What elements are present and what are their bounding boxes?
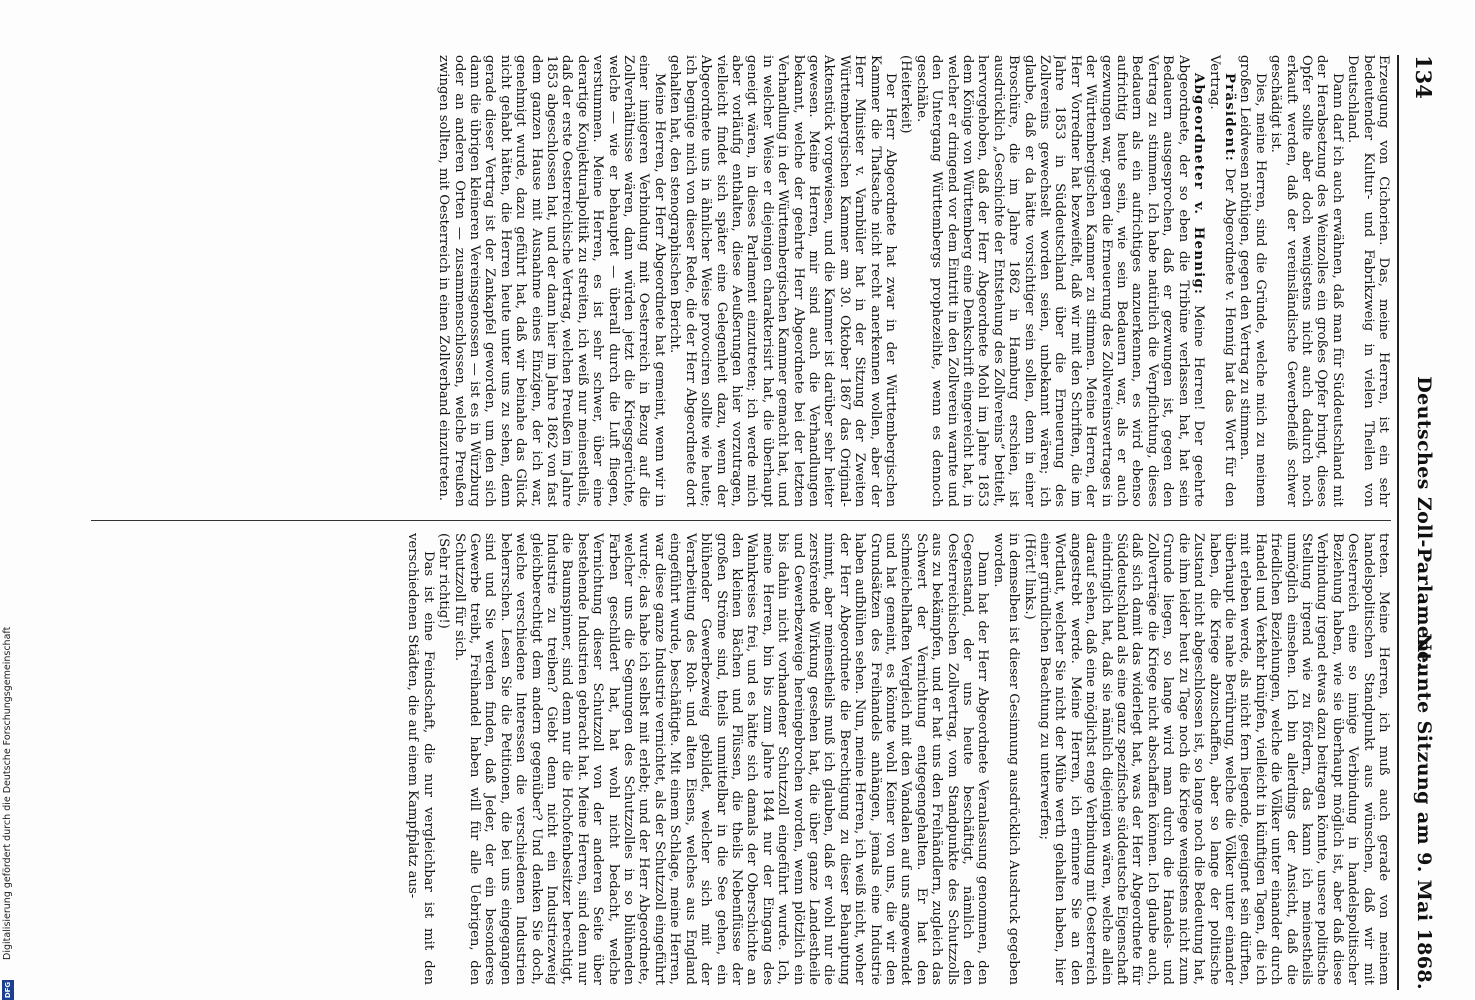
paragraph: Meine Herren, der Herr Abgeordnete hat gemeint, wenn wir in einer innigeren Verbindung mit Oesterreich in Bezug auf die Zollverhältnisse wären, dann würden jetzt die Kriegsgerüchte, welche — wie er behauptet — überall durch die Luft fliegen, verstummen. Meine Herren, es ist sehr schwer, über eine derartige Konjekturalpolitik zu streiten, ich weiß nur meinestheils, daß der erste Oesterreichische Vertrag, welchen Preußen im Jahre 1853 abgeschlossen hat, und der dann hier im Jahre 1862 von fast dem ganzen Hause mit Ausnahme eines Einzigen, der ich war, genehmigt wurde, dazu geführt hat, daß wir beinahe das Glück nicht gehabt hätten, die Herren heute unter uns zu sehen, denn gerade dieser Vertrag ist der Zankapfel geworden, um den sich dann die übrigen kleineren Vereinsgenossen — ist es in Würzburg oder an anderen Orten — zusammenschlossen, welche Preußen zwingen sollten, mit Oesterreich in einen Zollverband einzutreten. (436, 55, 667, 507)
speaker-paragraph (1206, 55, 1237, 507)
paragraph: Dies, meine Herren, sind die Gründe, welche mich zu meinem großen Leidwesen nöthigen, gegen den Vertrag zu stimmen. (1237, 55, 1268, 507)
paragraph: Dann darf ich auch erwähnen, daß man für Süddeutschland mit der Herabsetzung des Weinzolles ein großes Opfer bringt, dieses Opfer sollte aber doch wenigstens nicht auch dadurch noch erkauft werden, daß der vereinsländische Gewerbefleiß schwer geschädigt ist. (1268, 55, 1345, 507)
paragraph: Erzeugung von Cichorien. Das, meine Herren, ist ein sehr bedeutender Kultur- und Fabrikzweig in vielen Theilen von Deutschland. (1345, 55, 1391, 507)
column-divider (91, 520, 1391, 521)
page-header (1397, 55, 1437, 990)
session-date: Neunte Sitzung am 9. Mai 1868. (1413, 633, 1435, 990)
paragraph: treten. Meine Herren, ich muß auch gerade von meinem handelspolitischen Standpunkt aus wünschen, daß wir mit Oesterreich eine so innige Verbindung in handelspolitischer Beziehung haben, wie sie überhaupt möglich ist, aber daß diese Verbindung irgend etwas dazu beitragen könnte, unsere politische Stellung irgend wie zu fördern, das kann ich meinestheils unmöglich einsehen. Ich bin allerdings der Ansicht, daß die friedlichen Beziehungen, welche die Völker unter einander durch Handel und Verkehr knüpfen, vielleicht in künftigen Tagen, die ich mit erleben werde, als nicht fern liegende, geeignet sein dürften, überhaupt die nahe Berührung, welche die Völker unter einander haben, die Kriege abzuschaffen, aber so lange der politische Zustand nicht abgeschlossen ist, so lange noch die Bedeutung hat, die ihm leider heut zu Tage noch die Kriege wenigstens nicht zum Grunde liegen, so lange wird man durch die Handels- und Zollverträge die Kriege nicht abschaffen können. Ich glaube auch, daß sich damit das widerlegt hat, was der Herr Abgeordnete für Süddeutschland als eine ganz spezifische süddeutsche Eigenschaft eindringlich hat, daß sie nämlich diejenigen wären, welche allein darauf sehen, daß eine möglichst enge Verbindung mit Oesterreich angestrebt werde. Meine Herren, ich erinnere Sie an den Wortlaut, welcher Sie nicht der Mühe werth gehalten haben, hier einer gründlichen Beachtung zu unterwerfen; (1037, 533, 1391, 985)
rotated-text-page (57, 55, 1437, 990)
digitization-credit: Digitalisierung gefördert durch die Deutsche Forschungsgemeinschaft (2, 626, 13, 960)
stage-direction: (Hört! links.) (1021, 533, 1037, 620)
paragraph: Dann hat der Herr Abgeordnete Veranlassung genommen, den Gegenstand, der uns heute beschäftigt, nämlich den Oesterreichischen Zollvertrag, vom Standpunkte des Schutzzolls aus zu bekämpfen, und er hat uns den Freihändlern, zugleich das Schwert der Vernichtung entgegengehalten. Er hat den schmeichelhaften Vergleich mit den Vandalen auf uns angewendet und hat gemeint, es könnte wohl Keiner von uns, die wir den Grundsätzen des Freihandels anhängen, jemals eine Industrie haben aufblühen sehen. Nun, meine Herren, ich weiß nicht, woher der Herr Abgeordnete die Berechtigung zu dieser Behauptung nimmt, aber meinestheils muß ich glauben, daß er wohl nur die zerstörende Wirkung gesehen hat, die über ganze Landestheile und Gewerbezweige hereingebrochen worden, wenn plötzlich ein bis dahin nicht vorhandener Schutzzoll eingeführt wurde. Ich, meine Herren, bin bis zum Jahre 1844 nur der Eingang des Wahnkreises frei, und es hätte sich damals der Oberschichte an den kleinen Bächen und Flüssen, die theils Nebenflüsse der großen Ströme sind, theils unmittelbar in die See gehen, ein blühender Gewerbezweig gebildet, welcher sich mit der Verarbeitung des Roh- und alten Eisens, welches aus England eingeführt wurde, beschäftigte. Mit einem Schlage, meine Herren, war diese ganze Industrie vernichtet, als der Schutzzoll eingeführt wurde; das habe ich selbst mit erlebt; und der Herr Abgeordnete, welcher uns die Segnungen des Schutzzolles in so blühenden Farben geschildert hat, hat wohl nicht bedacht, welche Vernichtung dieser Schutzzoll von der anderen Seite über bestehende Industrien gebracht hat. Meine Herren, sind denn nur die Baumspinner, sind denn nur die Hochofenbesitzer berechtigt, Industrie zu treiben? Giebt denn nicht ein Industriezweig gleichberechtigt dem andern gegenüber? Und denken Sie doch, welche verschiedene Interessen die verschiedenen Industrien beherrschen. Lesen Sie die Petitionen, die bei uns eingegangen sind und Sie werden finden, daß Jeder, der ein besonderes Gewerbe treibt, Freihandel haben will für alle Uebrigen, den Schutzzoll für sich. (451, 533, 991, 985)
stage-direction: (Sehr richtig!) (436, 533, 452, 629)
stage-direction: (Heiterkeit) (898, 55, 914, 134)
running-title: Deutsches Zoll-Parlament. (1413, 376, 1435, 669)
dfg-logo-text: DFG (4, 981, 12, 999)
speech-text: Der Abgeordnete v. Hennig hat das Wort für den Vertrag. (1206, 55, 1237, 507)
left-column (71, 55, 1391, 507)
paragraph: in demselben ist dieser Gesinnung ausdrücklich Ausdruck gegeben worden. (990, 533, 1022, 985)
paragraph: Der Herr Abgeordnete hat zwar in der Württembergischen Kammer die Thatsache nicht recht anerkennen wollen, aber der Herr Minister v. Varnbüler hat in der Sitzung der Zweiten Württembergischen Kammer am 30. Oktober 1867 das Original-Aktenstück vorgewiesen, und die Kammer ist darüber sehr heiter gewesen. Meine Herren, mir sind auch die Verhandlungen bekannt, welche der geehrte Herr Abgeordnete bei der letzten Verhandlung in der Württembergischen Kammer gemacht hat, und in welcher Weise er diejenigen charakterisirt hat, die überhaupt geneigt wären, in dieses Parlament einzutreten; ich werde mich aber vorläufig enthalten, diese Aeußerungen hier vorzutragen, vielleicht findet sich später eine Gelegenheit dazu, wenn der Abgeordnete uns in ähnlicher Weise provociren sollte wie heute; ich begnüge mich von dieser Rede, die der Herr Abgeordnete dort gehalten hat, den stenographischen Bericht. (667, 55, 898, 507)
header-rule (1397, 55, 1399, 990)
speech-text: Meine Herren! Der geehrte Abgeordnete, der so eben die Tribüne verlassen hat, hat sein Bedauern ausgesprochen, daß er gezwungen ist, gegen den Vertrag zu stimmen. Ich habe natürlich die Verpflichtung, dieses Bedauern als ein aufrichtiges anzuerkennen, es wird ebenso aufrichtig heute sein, wie sein Bedauern war, als er auch gezwungen war, gegen die Erneuerung des Zollvereinsvertrages in der Württembergischen Kammer zu stimmen. Meine Herren, der Herr Vorredner hat bezweifelt, daß wir mit den Schriften, die im Jahre 1853 in Süddeutschland über die Erneuerung des Zollvereins gewechselt worden seien, unbekannt wären; ich glaube, daß er da hätte vorsichtiger sein sollen, denn in einer Broschüre, die im Jahre 1862 in Hamburg erschien, ist ausdrücklich „Geschichte der Entstehung des Zollvereins“ betitelt, hervorgehoben, daß der Herr Abgeordnete Mohl im Jahre 1853 dem Könige von Württemberg eine Denkschrift eingereicht hat, in welcher er dringend vor dem Eintritt in den Zollverein warnte und den Untergang Württembergs prophezeihte, wenn es dennoch geschähe. (913, 55, 1207, 507)
dfg-logo (2, 980, 14, 1000)
speaker-name: Präsident: (1221, 73, 1237, 163)
speaker-name: Abgeordneter v. Hennig: (1191, 73, 1207, 296)
paragraph: Das ist eine Feindschaft, die nur vergleichbar ist mit den verschiedenen Städten, die auf einem Kampfplatz aus- (405, 533, 436, 985)
right-column (71, 533, 1391, 985)
speaker-paragraph (913, 55, 1206, 507)
page-number: 134 (1411, 55, 1436, 99)
